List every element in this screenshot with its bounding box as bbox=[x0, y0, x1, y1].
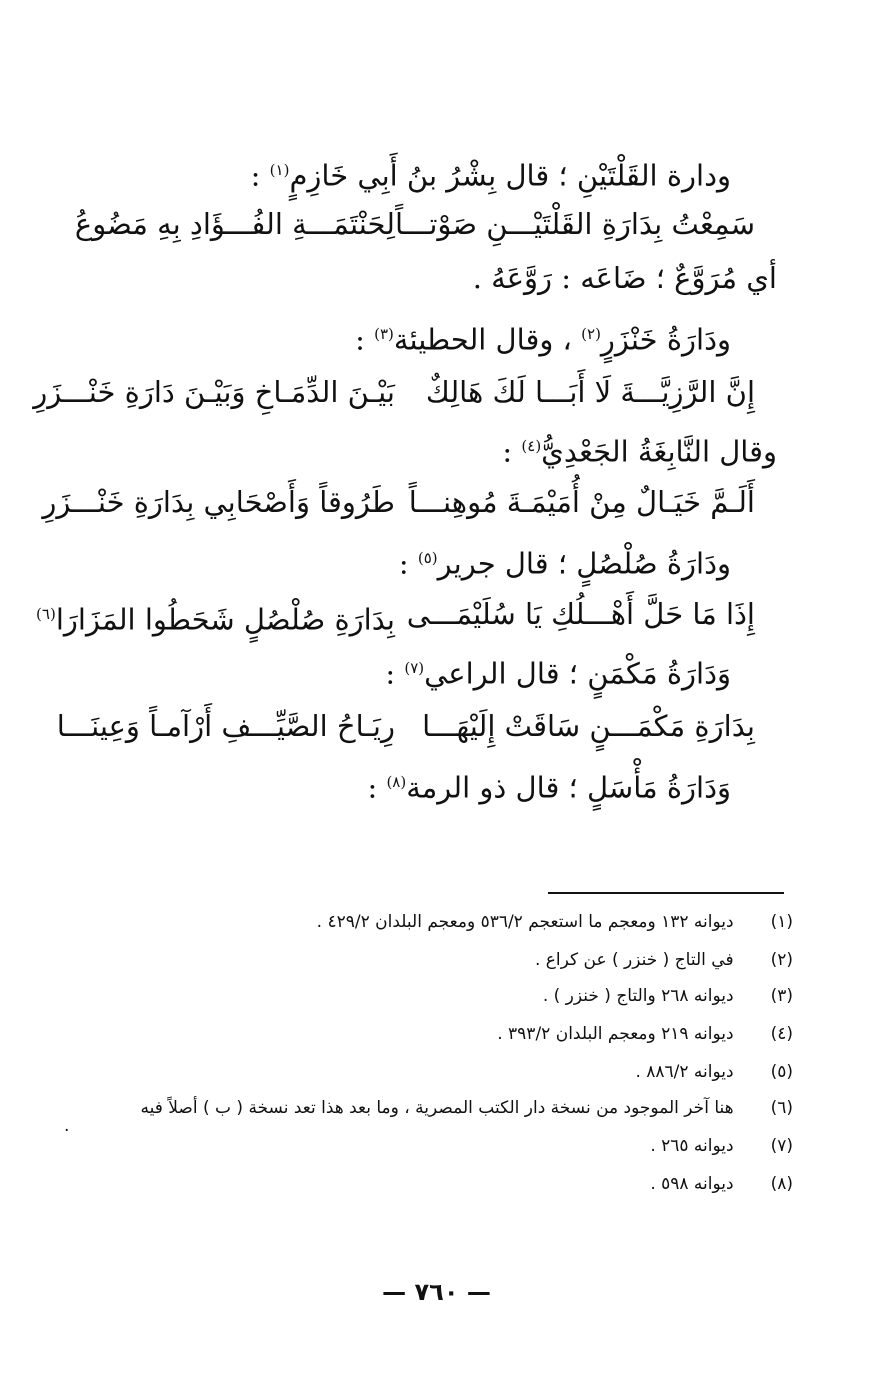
footnote-continuation: . bbox=[64, 1116, 70, 1136]
footnote bbox=[33, 910, 793, 934]
verse-text: بِدَارَةِ صُلْصُلٍ شَحَطُوا المَزَارَا bbox=[55, 602, 395, 637]
footnote-ref: (٧) bbox=[404, 659, 425, 677]
prose-text: وَدَارَةُ مَأْسَلٍ ؛ قال ذو الرمة bbox=[406, 770, 731, 805]
page-number: — ٧٦٠ — bbox=[382, 1278, 491, 1306]
prose-text: : bbox=[398, 546, 418, 581]
prose-line bbox=[355, 314, 731, 360]
footnote-number: (٨) bbox=[770, 1174, 793, 1194]
footnote-number: (١) bbox=[770, 912, 793, 932]
prose-text: ودارة القَلْتَيْنِ ؛ قال بِشْرُ بنُ أَبِي خَازِمٍ bbox=[289, 158, 731, 193]
verse-hemistich-first: بِدَارَةِ مَكْمَـــنٍ سَاقَتْ إِلَيْهَـــا bbox=[422, 709, 755, 743]
prose-text: وقال النَّابِغَةُ الجَعْدِيُّ bbox=[541, 434, 777, 469]
footnote-ref: (١) bbox=[269, 161, 290, 179]
prose-text: : bbox=[355, 322, 375, 357]
footnote bbox=[33, 1096, 793, 1120]
footnote-ref: (٥) bbox=[417, 549, 438, 567]
footnote-ref: (٨) bbox=[386, 773, 407, 791]
prose-text: ، وقال الحطيئة bbox=[393, 322, 582, 357]
verse-hemistich-second: بَيْـنَ الدِّمَـاخِ وَبَيْـنَ دَارَةِ خَنْـــزَرِ bbox=[33, 375, 395, 409]
verse-hemistich-first: أَلَـمَّ خَيَـالٌ مِنْ أُمَيْمَـةَ مُوهِنـــاً bbox=[408, 485, 755, 519]
prose-text: ودَارَةُ صُلْصُلٍ ؛ قال جرير bbox=[437, 546, 731, 581]
footnote bbox=[33, 948, 793, 972]
prose-line bbox=[367, 762, 731, 808]
footnote-ref: (٣) bbox=[374, 325, 394, 343]
verse-hemistich-second: طَرُوقاً وَأَصْحَابِي بِدَارَةِ خَنْـــزَرِ bbox=[42, 485, 395, 519]
verse-hemistich-second bbox=[36, 594, 395, 640]
prose-line bbox=[251, 150, 731, 196]
verse-hemistich-second: لِحَنْتَمَـــةِ الفُـــؤَادِ بِهِ مَضُوعُ bbox=[74, 207, 395, 241]
footnote-number: (٢) bbox=[770, 950, 793, 970]
footnote-number: (٧) bbox=[770, 1136, 793, 1156]
footnote-text: ديوانه ٢١٩ ومعجم البلدان ٣٩٣/٢ . bbox=[497, 1024, 734, 1044]
footnote-text: هنا آخر الموجود من نسخة دار الكتب المصرية ، وما بعد هذا تعد نسخة ( ب ) أصلاً فيه bbox=[140, 1098, 734, 1118]
prose-line bbox=[385, 648, 731, 694]
footnote-text: ديوانه ١٣٢ ومعجم ما استعجم ٥٣٦/٢ ومعجم البلدان ٤٢٩/٢ . bbox=[316, 912, 734, 932]
footnote-divider bbox=[548, 892, 784, 894]
footnote-ref: (٦) bbox=[36, 605, 56, 623]
footnote bbox=[33, 1060, 793, 1084]
verse-hemistich-first: سَمِعْتُ بِدَارَةِ القَلْتَيْـــنِ صَوْتـــاً bbox=[395, 207, 755, 241]
prose-line bbox=[399, 538, 731, 584]
footnote-ref: (٤) bbox=[521, 437, 542, 455]
footnote-number: (٣) bbox=[770, 986, 793, 1006]
footnote-text: في التاج ( خنزر ) عن كراع . bbox=[534, 950, 734, 970]
footnote-number: (٤) bbox=[770, 1024, 793, 1044]
footnote-text: ديوانه ٥٩٨ . bbox=[650, 1174, 734, 1194]
footnote bbox=[33, 1022, 793, 1046]
footnote-text: ديوانه ٢٦٨ والتاج ( خنزر ) . bbox=[542, 986, 734, 1006]
prose-text: ودَارَةُ خَنْزَرٍ bbox=[600, 322, 731, 357]
footnote-ref: (٢) bbox=[581, 325, 601, 343]
prose-line: أي مُرَوَّعٌ ؛ ضَاعَه : رَوَّعَهُ . bbox=[472, 261, 777, 295]
verse-hemistich-second: رِيَـاحُ الصَّيِّـــفِ أَرْآمـاً وَعِينَـــا bbox=[56, 709, 395, 743]
footnote-text: ديوانه ٨٨٦/٢ . bbox=[635, 1062, 734, 1082]
footnote-text: ديوانه ٢٦٥ . bbox=[650, 1136, 734, 1156]
footnote bbox=[33, 1172, 793, 1196]
verse-hemistich-first: إِنَّ الرَّزِيَّـــةَ لَا أَبَـــا لَكَ هَالِكٌ bbox=[425, 375, 755, 409]
prose-text: : bbox=[367, 770, 387, 805]
footnote-number: (٦) bbox=[770, 1098, 793, 1118]
verse-hemistich-first: إِذَا مَا حَلَّ أَهْـــلُكِ يَا سُلَيْمَـــى bbox=[406, 597, 755, 631]
footnote bbox=[33, 1134, 793, 1158]
prose-text: وَدَارَةُ مَكْمَنٍ ؛ قال الراعي bbox=[424, 656, 731, 691]
footnote-number: (٥) bbox=[770, 1062, 793, 1082]
prose-text: : bbox=[250, 158, 270, 193]
prose-text: : bbox=[502, 434, 522, 469]
prose-text: : bbox=[385, 656, 405, 691]
prose-line bbox=[502, 426, 777, 472]
footnote bbox=[33, 984, 793, 1008]
